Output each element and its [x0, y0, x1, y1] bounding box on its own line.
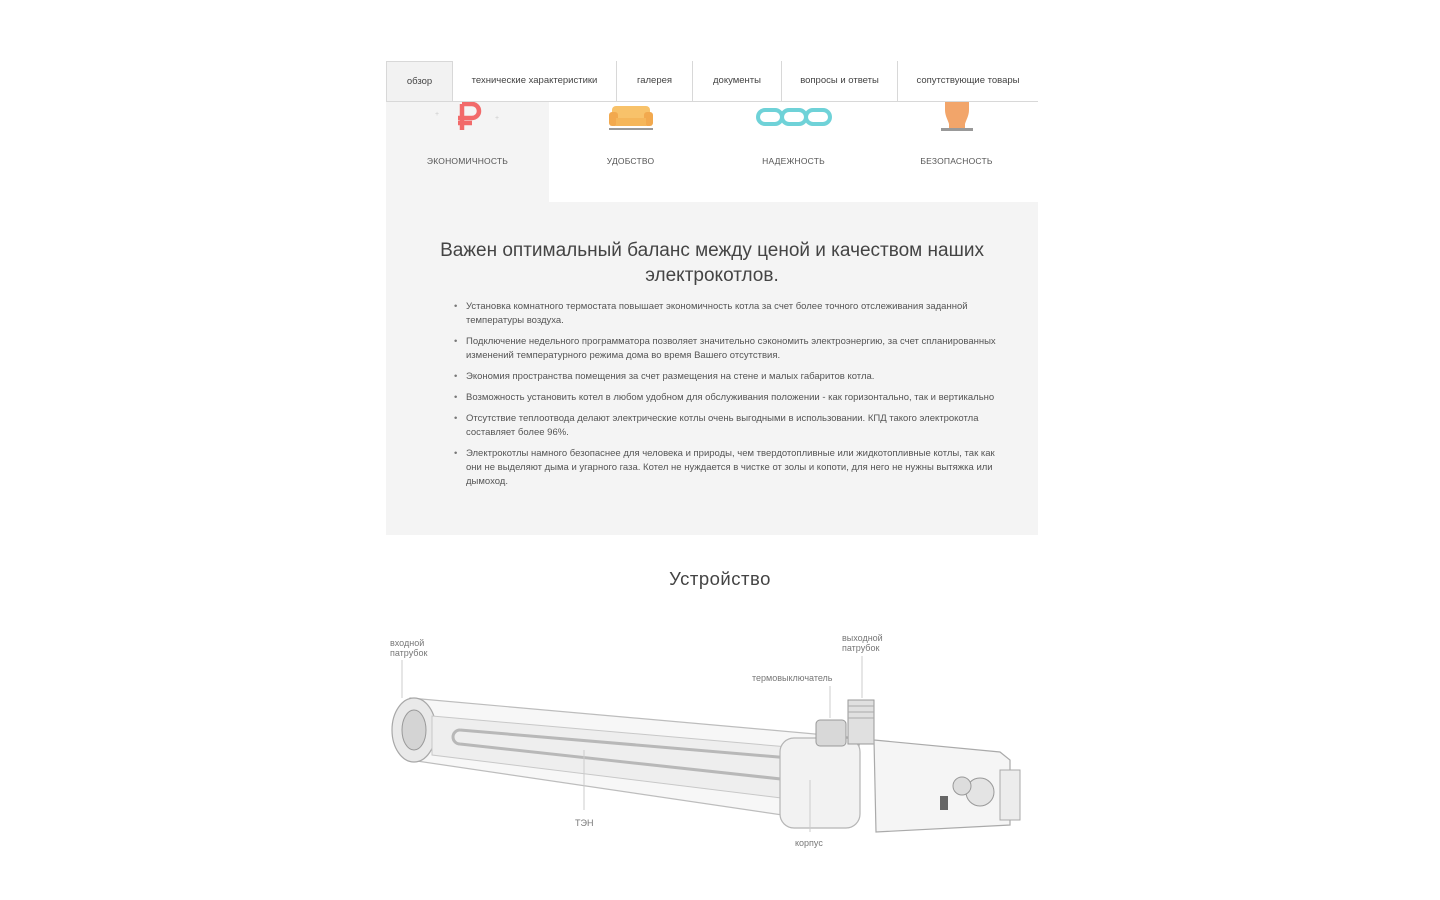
device-title: Устройство	[669, 568, 771, 589]
svg-text:+: +	[434, 111, 439, 118]
shield-hand-icon	[935, 102, 979, 134]
tab-bar	[386, 61, 1038, 102]
list-item: • Установка комнатного термостата повышает экономичность котла за счет более точного отслеживания заданной температуры воздуха.	[466, 300, 1011, 328]
feature-label: УДОБСТВО	[606, 156, 655, 166]
list-item: • Возможность установить котел в любом удобном для обслуживания положении - как горизонтально, так и вертикально	[466, 391, 1011, 405]
benefits-list	[466, 300, 1011, 496]
callout-housing: корпус	[795, 838, 823, 848]
feature-label: ЭКОНОМИЧНОСТЬ	[426, 156, 509, 166]
sofa-icon	[606, 102, 656, 134]
list-item: • Экономия пространства помещения за счет размещения на стене и малых габаритов котла.	[466, 370, 1011, 384]
callout-text: входной	[390, 638, 425, 648]
callout-text: выходной	[842, 633, 883, 643]
feature-label: НАДЕЖНОСТЬ	[762, 156, 825, 166]
feature-row	[386, 102, 1038, 202]
tab-documents[interactable]: документы	[693, 61, 782, 101]
list-item: • Отсутствие теплоотвода делают электрические котлы очень выгодными в использовании. КПД такого электрокотла составляет более 96%.	[466, 412, 1011, 440]
tab-faq[interactable]: вопросы и ответы	[782, 61, 898, 101]
tab-overview[interactable]: обзор	[386, 61, 453, 101]
overview-panel	[386, 202, 1038, 535]
callout-heater: ТЭН	[575, 818, 594, 828]
feature-safety[interactable]	[875, 102, 1038, 202]
ruble-icon	[433, 102, 503, 134]
callout-text: патрубок	[390, 648, 428, 658]
callout-thermoswitch: термовыключатель	[752, 673, 833, 683]
tab-related-products[interactable]: сопутствующие товары	[916, 75, 1020, 86]
callout-inlet	[390, 638, 427, 658]
list-item: • Электрокотлы намного безопаснее для человека и природы, чем твердотопливные или жидкотопливные котлы, так как они не выделяют дыма и угарного газа. Котел не нуждается в чистке от золы и копоти, для него не нужны вытяжка или дымоход.	[466, 447, 1011, 489]
feature-reliability[interactable]	[712, 102, 875, 202]
chain-icon	[756, 102, 832, 134]
list-item: • Подключение недельного программатора позволяет значительно сэкономить электроэнергию, за счет спланированных изменений температурного режима дома во время Вашего отсутствия.	[466, 335, 1011, 363]
callout-text: патрубок	[842, 643, 880, 653]
boiler-illustration	[380, 620, 1040, 860]
svg-text:+: +	[494, 115, 499, 122]
overview-heading: Важен оптимальный баланс между ценой и качеством наших электрокотлов.	[440, 240, 984, 286]
feature-label: БЕЗОПАСНОСТЬ	[920, 156, 993, 166]
callout-outlet	[842, 633, 883, 653]
tab-gallery[interactable]: галерея	[617, 61, 693, 101]
feature-economy[interactable]	[386, 102, 549, 202]
tab-specifications[interactable]: технические характеристики	[453, 61, 617, 101]
feature-comfort[interactable]	[549, 102, 712, 202]
